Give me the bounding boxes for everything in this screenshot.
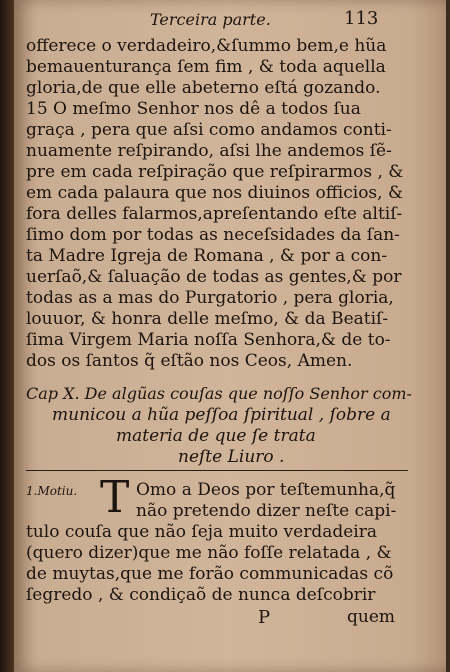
body-line: graça , pera que aſsi como andamos conti- xyxy=(26,120,392,140)
body-line: ta Madre Igreja de Romana , & por a con- xyxy=(26,246,388,266)
body-line: louuor, & honra delle meſmo, & da Beatiſ- xyxy=(26,309,389,329)
chapter-line: não pretendo dizer neſte capi- xyxy=(136,501,397,521)
body-line: em cada palaura que nos diuinos officios, & xyxy=(26,183,404,203)
chapter-heading-line: Cap X. De algũas couſas que noſſo Senhor com- xyxy=(26,384,412,403)
body-line: nuamente reſpirando, aſsi lhe andemos ſẽ- xyxy=(26,141,392,161)
signature-mark: P xyxy=(258,607,271,628)
page-number: 113 xyxy=(344,8,379,29)
catchword: quem xyxy=(347,607,396,627)
chapter-heading-line: neſte Liuro . xyxy=(178,447,285,467)
chapter-line: ſegredo , & condiçaõ de nunca deſcobrir xyxy=(26,585,376,605)
chapter-line: Omo a Deos por teſtemunha,q̃ xyxy=(136,480,396,500)
book-spine-shadow xyxy=(0,0,14,672)
running-title: Terceira parte. xyxy=(150,10,271,29)
chapter-heading-line: materia de que ſe trata xyxy=(116,426,316,446)
body-line: ſima Virgem Maria noſſa Senhora,& de to- xyxy=(26,330,391,350)
body-line: ſimo dom por todas as neceſsidades da ſan- xyxy=(26,225,400,245)
body-line: gloria,de que elle abeterno eſtá gozando. xyxy=(26,78,381,98)
chapter-heading-line: municou a hũa peſſoa ſpiritual , ſobre a xyxy=(52,405,391,425)
chapter-line: de muytas,que me forão communicadas cõ xyxy=(26,564,394,584)
body-line: dos os ſantos q̃ eſtão nos Ceos, Amen. xyxy=(26,351,353,371)
body-line: uerſaõ,& ſaluação de todas as gentes,& por xyxy=(26,267,402,287)
chapter-line: (quero dizer)que me não foſſe relatada , & xyxy=(26,543,392,563)
drop-cap: T xyxy=(100,472,130,523)
body-line: offerece o verdadeiro,&ſummo bem,e hũa xyxy=(26,36,387,56)
body-line: pre em cada reſpiração que reſpirarmos , & xyxy=(26,162,404,182)
divider-rule xyxy=(26,470,408,471)
marginal-note: 1.Motiu. xyxy=(26,484,78,498)
body-line: 15 O meſmo Senhor nos dê a todos ſua xyxy=(26,99,361,119)
body-line: todas as a mas do Purgatorio , pera gloria, xyxy=(26,288,394,308)
body-line: fora delles falarmos,apreſentando eſte altiſ- xyxy=(26,204,403,224)
chapter-line: tulo couſa que não ſeja muito verdadeira xyxy=(26,522,377,542)
body-line: bemauenturança ſem fim , & toda aquella xyxy=(26,57,386,77)
